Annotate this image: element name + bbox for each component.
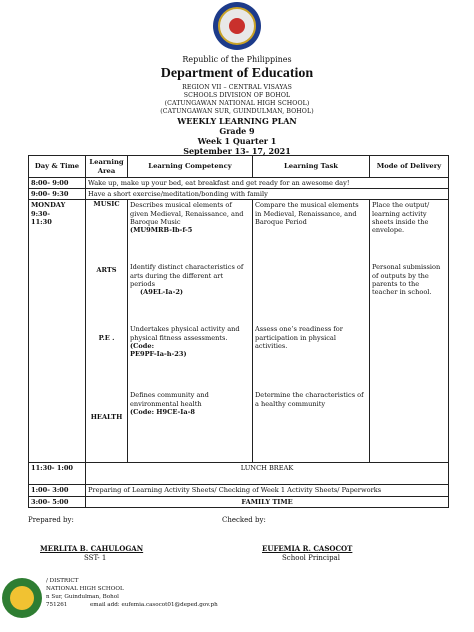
table-row (29, 485, 449, 496)
checker-name: EUFEMIA R. CASOCOT (262, 544, 353, 553)
weekly-plan-table (28, 155, 449, 508)
task-health: Determine the characteristics of a healthy community (255, 391, 364, 408)
grade-line: Grade 9 (219, 126, 255, 136)
plan-title: WEEKLY LEARNING PLAN (177, 116, 297, 126)
task-pe: Assess one’s readiness for participation in physical activities. (255, 325, 343, 350)
competency-music (130, 201, 250, 263)
department-title: Department of Education (160, 66, 314, 81)
competency-code: PE9PF-Ia-h-23) (130, 350, 187, 359)
delivery-cell (370, 200, 449, 463)
competency-cell (128, 200, 253, 463)
footer-address: n Sur, Guindulman, Bohol (46, 594, 119, 600)
row-activity: Preparing of Learning Activity Sheets/ Checking of Week 1 Activity Sheets/ Paperworks (86, 485, 449, 496)
footer-school: NATIONAL HIGH SCHOOL (46, 586, 124, 592)
preparer-name: MERLITA B. CAHULOGAN (40, 544, 144, 553)
competency-text: Defines community and environmental health (130, 391, 209, 408)
day-label: MONDAY (31, 201, 66, 210)
competency-code: (Code: H9CE-Ia-8 (130, 407, 195, 416)
task-arts (255, 263, 367, 325)
competency-code-label: (Code: (130, 341, 155, 350)
col-header-learning-competency: Learning Competency (128, 156, 253, 178)
table-row (29, 189, 449, 200)
col-header-learning-area: Learning Area (86, 156, 128, 178)
row-time: 11:30- 1:00 (29, 463, 86, 485)
monday-subjects-row (29, 200, 449, 463)
monday-cell (29, 200, 86, 463)
competency-code: (A9EL-Ia-2) (140, 288, 184, 297)
time-end: 11:30 (31, 217, 52, 226)
footer-phone: 751261 (46, 602, 68, 608)
competency-text: Undertakes physical activity and physical fitness assessments. (130, 325, 240, 342)
address-line: (CATUNGAWAN SUR, GUINDULMAN, BOHOL) (160, 108, 314, 115)
table-row (29, 496, 449, 507)
date-range: September 13- 17, 2021 (183, 146, 291, 156)
col-header-mode-of-delivery: Mode of Delivery (370, 156, 449, 178)
lunch-break-label: LUNCH BREAK (86, 463, 449, 485)
competency-pe (130, 325, 250, 391)
division-line: SCHOOLS DIVISION OF BOHOL (183, 92, 291, 99)
delivery-personal: Personal submission of outputs by the parents to the teacher in school. (372, 263, 441, 297)
preparer-title: SST- 1 (84, 554, 107, 562)
republic-heading: Republic of the Philippines (182, 55, 292, 64)
delivery-envelope: Place the output/ learning activity sheets inside the envelope. (372, 201, 430, 235)
task-music: Compare the musical elements in Medieval, Renaissance, and Baroque Period (255, 201, 359, 226)
checked-by-label: Checked by: (222, 516, 266, 524)
school-seal-logo (2, 578, 42, 618)
footer-email: email add: eufemia.casocot01@deped.gov.ph (90, 602, 218, 608)
region-line: REGION VII – CENTRAL VISAYAS (182, 84, 292, 91)
footer-district: / DISTRICT (46, 578, 79, 584)
learning-area-cell (86, 200, 128, 463)
row-time: 9:00- 9:30 (29, 189, 86, 200)
week-line: Week 1 Quarter 1 (197, 136, 277, 146)
col-header-day-time: Day & Time (29, 156, 86, 178)
area-pe: P.E . (98, 334, 115, 343)
task-cell (253, 200, 370, 463)
checker-title: School Principal (282, 554, 340, 562)
row-activity: Wake up, make up your bed, eat breakfast and get ready for an awesome day! (86, 178, 449, 189)
row-time: 1:00- 3:00 (29, 485, 86, 496)
family-time-label: FAMILY TIME (86, 496, 449, 507)
competency-text: Identify distinct characteristics of arts during the different art periods (130, 263, 244, 288)
table-row (29, 463, 449, 485)
row-time: 8:00- 9:00 (29, 178, 86, 189)
competency-code: (MU9MRB-Ib-f-5 (130, 226, 193, 235)
area-health: HEALTH (90, 413, 123, 422)
area-music: MUSIC (93, 200, 120, 209)
area-arts: ARTS (96, 266, 117, 275)
school-line: (CATUNGAWAN NATIONAL HIGH SCHOOL) (164, 100, 310, 107)
time-start: 9:30- (31, 209, 50, 218)
table-row (29, 178, 449, 189)
col-header-learning-task: Learning Task (253, 156, 370, 178)
competency-health (130, 391, 250, 416)
row-activity: Have a short exercise/meditation/bonding with family (86, 189, 449, 200)
row-time: 3:00- 5:00 (29, 496, 86, 507)
competency-text: Describes musical elements of given Medieval, Renaissance, and Baroque Music (130, 201, 244, 226)
prepared-by-label: Prepared by: (28, 516, 74, 524)
competency-arts (130, 263, 250, 325)
table-header-row (29, 156, 449, 178)
deped-seal-logo (213, 2, 261, 50)
